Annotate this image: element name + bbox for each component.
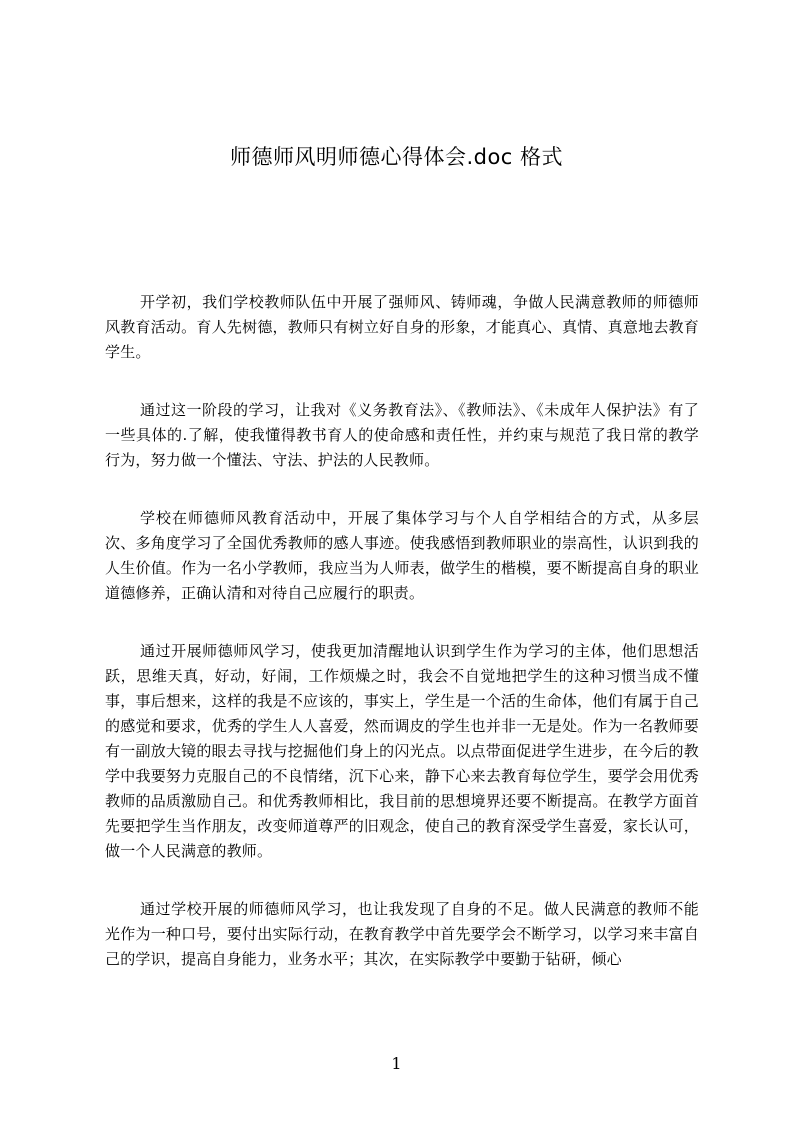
paragraph-5: 通过学校开展的师德师风学习，也让我发现了自身的不足。做人民满意的教师不能光作为一种口号，要付出实际行动，在教育教学中首先要学会不断学习，以学习来丰富自己的学识，提高自身能力，业务水平；其次，在实际教学中要勤于钻研，倾心 [105,900,699,968]
paragraph-1: 开学初，我们学校教师队伍中开展了强师风、铸师魂，争做人民满意教师的师德师风教育活动。育人先树德，教师只有树立好自身的形象，才能真心、真情、真意地去教育学生。 [105,293,699,361]
document-title: 师德师风明师德心得体会.doc 格式 [229,145,564,169]
page-number: 1 [391,1054,402,1073]
paragraph-2: 通过这一阶段的学习，让我对《义务教育法》、《教师法》、《未成年人保护法》有了一些具体的.了解，使我懂得教书育人的使命感和责任性，并约束与规范了我日常的教学行为，努力做一个懂法、守法、护法的人民教师。 [105,401,699,469]
document-body [105,290,699,1005]
paragraph-4: 通过开展师德师风学习，使我更加清醒地认识到学生作为学习的主体，他们思想活跃，思维天真，好动，好闹，工作烦燥之时，我会不自觉地把学生的这种习惯当成不懂事，事后想来，这样的我是不应该的，事实上，学生是一个活的生命体，他们有属于自己的感觉和要求，优秀的学生人人喜爱，然而调皮的学生也并非一无是处。作为一名教师要有一副放大镜的眼去寻找与挖掘他们身上的闪光点。以点带面促进学生进步，在今后的教学中我要努力克服自己的不良情绪，沉下心来，静下心来去教育每位学生，要学会用优秀教师的品质激励自己。和优秀教师相比，我目前的思想境界还要不断提高。在教学方面首先要把学生当作朋友，改变师道尊严的旧观念，使自己的教育深受学生喜爱，家长认可，做一个人民满意的教师。 [105,642,699,860]
paragraph-3: 学校在师德师风教育活动中，开展了集体学习与个人自学相结合的方式，从多层次、多角度学习了全国优秀教师的感人事迹。使我感悟到教师职业的崇高性，认识到我的人生价值。作为一名小学教师，我应当为人师表，做学生的楷模，要不断提高自身的职业道德修养，正确认清和对待自己应履行的职责。 [105,509,699,602]
